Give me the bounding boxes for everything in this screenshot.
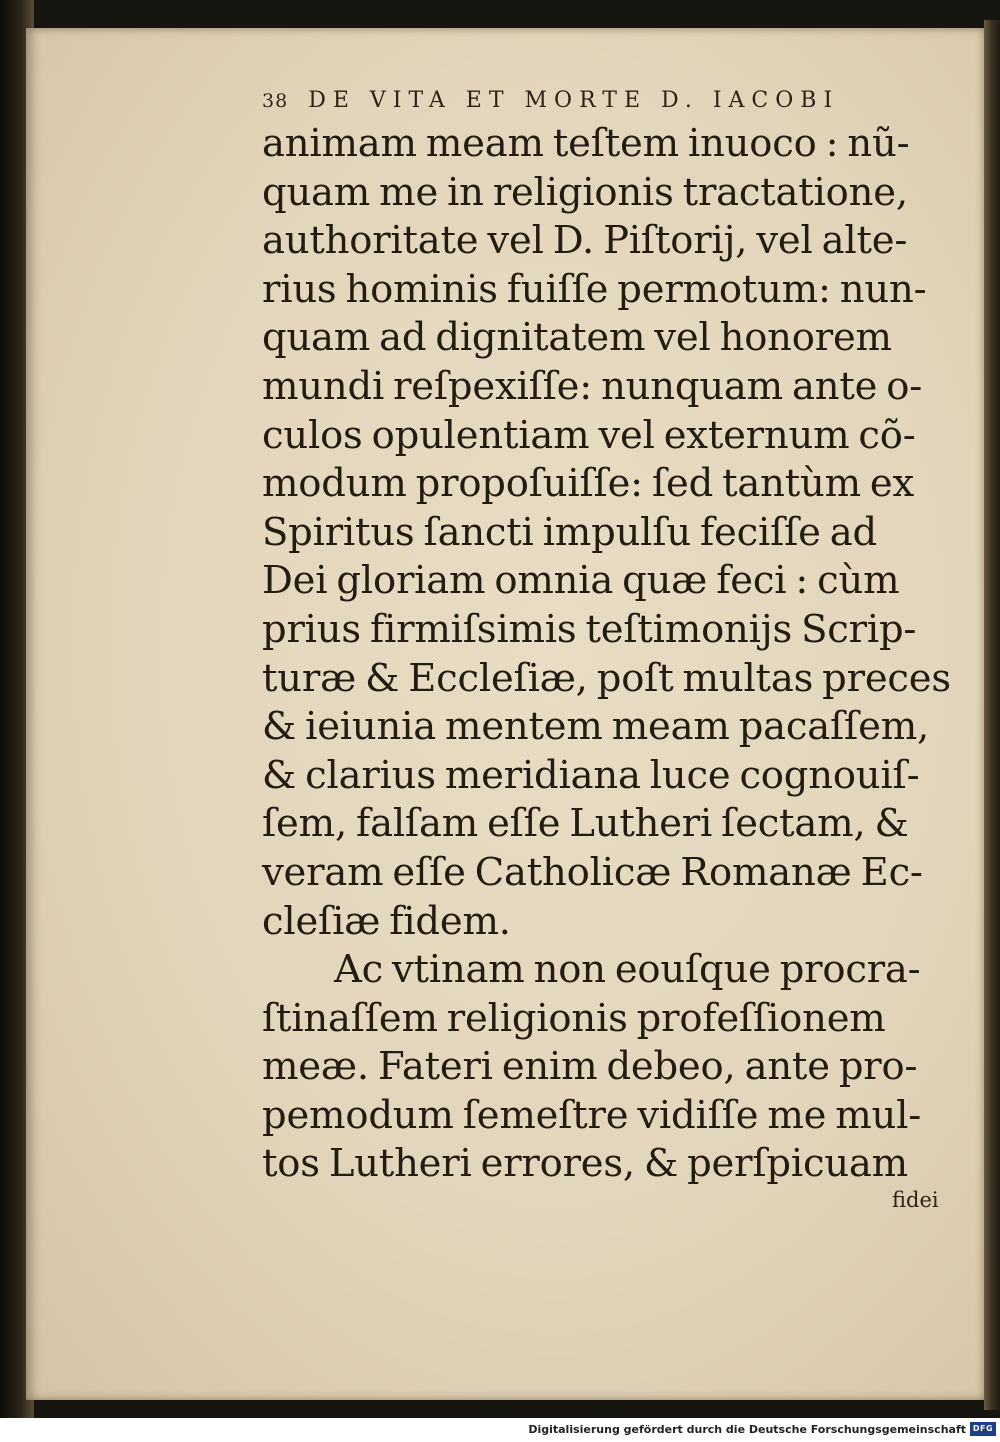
text-line: tos Lutheri errores, & perſpicuam bbox=[262, 1141, 908, 1187]
main-text bbox=[262, 120, 952, 1189]
text-line: ſtinaſſem religionis profeſſionem bbox=[262, 995, 886, 1041]
text-line: meæ. Fateri enim debeo, ante pro- bbox=[262, 1044, 918, 1090]
paragraph-first-line: Ac vtinam non eouſque procra- bbox=[334, 947, 921, 993]
text-line: culos opulentiam vel externum cõ- bbox=[262, 412, 916, 458]
text-line: veram eſſe Catholicæ Romanæ Ec- bbox=[262, 849, 923, 895]
page-number: 38 bbox=[262, 90, 289, 112]
text-line: turæ & Eccleſiæ, poſt multas preces bbox=[262, 655, 951, 701]
page-edge bbox=[984, 20, 1000, 1410]
catchword: fidei bbox=[892, 1188, 939, 1212]
text-line: modum propoſuiſſe: ſed tantùm ex bbox=[262, 461, 915, 507]
text-line: quam ad dignitatem vel honorem bbox=[262, 315, 892, 361]
running-header bbox=[262, 88, 942, 113]
funding-note: Digitalisierung gefördert durch die Deutsche Forschungsgemeinschaft bbox=[528, 1423, 966, 1436]
text-line: ſem, falſam eſſe Lutheri ſectam, & bbox=[262, 801, 909, 847]
text-line: rius hominis fuiſſe permotum: nun- bbox=[262, 266, 927, 312]
text-line: pemodum ſemeſtre vidiſſe me mul- bbox=[262, 1092, 922, 1138]
text-line: Spiritus ſancti impulſu feciſſe ad bbox=[262, 509, 877, 555]
text-line: & clarius meridiana luce cognouiſ- bbox=[262, 752, 920, 798]
text-line: cleſiæ fidem. bbox=[262, 898, 511, 944]
footer-bar bbox=[0, 1418, 1000, 1442]
text-line: prius firmiſsimis teſtimonijs Scrip- bbox=[262, 606, 917, 652]
text-line: authoritate vel D. Piſtorij, vel alte- bbox=[262, 218, 908, 264]
dfg-logo: DFG bbox=[970, 1422, 996, 1436]
text-line: mundi reſpexiſſe: nunquam ante o- bbox=[262, 363, 923, 409]
running-title: DE VITA ET MORTE D. IACOBI bbox=[308, 88, 840, 113]
text-line: & ieiunia mentem meam pacaſſem, bbox=[262, 704, 930, 750]
text-line: Dei gloriam omnia quæ feci : cùm bbox=[262, 558, 900, 604]
text-line: quam me in religionis tractatione, bbox=[262, 169, 908, 215]
text-line: animam meam teſtem inuoco : nũ- bbox=[262, 121, 910, 166]
